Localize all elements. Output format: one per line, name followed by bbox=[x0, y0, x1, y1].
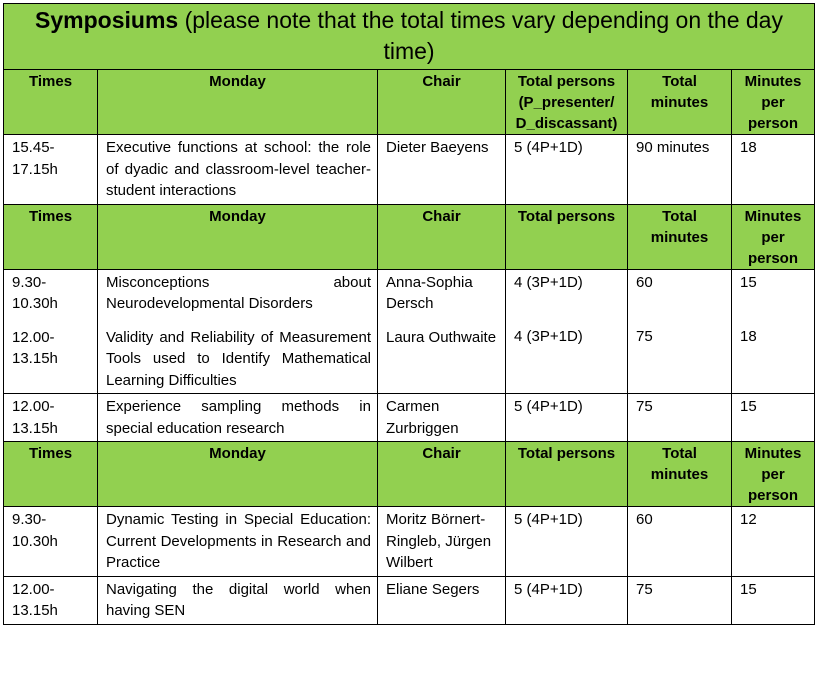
header-total-persons: Total persons (P_presenter/ D_discassant) bbox=[506, 70, 628, 135]
section-header-row bbox=[4, 70, 815, 135]
cell-per-person: 12 bbox=[732, 507, 815, 577]
cell-persons: 5 (4P+1D) bbox=[506, 576, 628, 624]
header-total-minutes: Total minutes bbox=[628, 204, 732, 269]
time-value: 9.30-10.30h bbox=[12, 273, 58, 312]
minutes-value: 75 bbox=[636, 328, 653, 345]
header-minutes-per-person: Minutes per person bbox=[732, 442, 815, 507]
title-rest: (please note that the total times vary depending on the day time) bbox=[178, 7, 783, 64]
cell-persons bbox=[506, 269, 628, 394]
symposiums-table bbox=[3, 3, 815, 625]
cell-per-person: 15 bbox=[732, 394, 815, 442]
table-row bbox=[4, 269, 815, 394]
page-title bbox=[4, 4, 815, 70]
cell-persons: 5 (4P+1D) bbox=[506, 394, 628, 442]
header-day: Monday bbox=[98, 204, 378, 269]
cell-time: 12.00-13.15h bbox=[4, 394, 98, 442]
cell-per-person: 18 bbox=[732, 135, 815, 205]
table-row bbox=[4, 394, 815, 442]
title-value: Misconceptions about Neurodevelopmental Disorders bbox=[106, 273, 371, 312]
cell-chair: Carmen Zurbriggen bbox=[378, 394, 506, 442]
section-header-row bbox=[4, 204, 815, 269]
cell-persons: 5 (4P+1D) bbox=[506, 135, 628, 205]
time-value: 12.00-13.15h bbox=[12, 328, 58, 367]
cell-minutes: 75 bbox=[628, 394, 732, 442]
cell-time: 9.30-10.30h bbox=[4, 507, 98, 577]
cell-chair: Eliane Segers bbox=[378, 576, 506, 624]
header-chair: Chair bbox=[378, 204, 506, 269]
header-total-persons: Total persons bbox=[506, 442, 628, 507]
header-total-minutes: Total minutes bbox=[628, 70, 732, 135]
title-row bbox=[4, 4, 815, 70]
cell-per-person bbox=[732, 269, 815, 394]
symposiums-document bbox=[3, 3, 814, 625]
persons-value: 4 (3P+1D) bbox=[514, 273, 583, 291]
cell-time bbox=[4, 269, 98, 394]
per-person-value: 18 bbox=[740, 328, 757, 345]
table-row bbox=[4, 135, 815, 205]
title-bold: Symposiums bbox=[35, 7, 179, 33]
header-day: Monday bbox=[98, 442, 378, 507]
cell-title: Experience sampling methods in special education research bbox=[98, 394, 378, 442]
minutes-value: 60 bbox=[636, 273, 653, 291]
persons-value: 4 (3P+1D) bbox=[514, 328, 583, 345]
cell-minutes: 75 bbox=[628, 576, 732, 624]
header-minutes-per-person: Minutes per person bbox=[732, 204, 815, 269]
table-row bbox=[4, 576, 815, 624]
header-times: Times bbox=[4, 442, 98, 507]
cell-per-person: 15 bbox=[732, 576, 815, 624]
header-day: Monday bbox=[98, 70, 378, 135]
header-times: Times bbox=[4, 70, 98, 135]
cell-persons: 5 (4P+1D) bbox=[506, 507, 628, 577]
header-minutes-per-person: Minutes per person bbox=[732, 70, 815, 135]
section-header-row bbox=[4, 442, 815, 507]
cell-title bbox=[98, 269, 378, 394]
cell-minutes bbox=[628, 269, 732, 394]
cell-chair: Dieter Baeyens bbox=[378, 135, 506, 205]
cell-title: Executive functions at school: the role of dyadic and classroom-level teacher-student interactions bbox=[98, 135, 378, 205]
table-row bbox=[4, 507, 815, 577]
per-person-value: 15 bbox=[740, 273, 757, 291]
header-chair: Chair bbox=[378, 442, 506, 507]
cell-title: Dynamic Testing in Special Education: Current Developments in Research and Practice bbox=[98, 507, 378, 577]
header-times: Times bbox=[4, 204, 98, 269]
title-value: Validity and Reliability of Measurement Tools used to Identify Mathematical Learning Difficulties bbox=[106, 328, 371, 389]
header-chair: Chair bbox=[378, 70, 506, 135]
cell-minutes: 60 bbox=[628, 507, 732, 577]
cell-time: 15.45-17.15h bbox=[4, 135, 98, 205]
cell-time: 12.00-13.15h bbox=[4, 576, 98, 624]
header-total-minutes: Total minutes bbox=[628, 442, 732, 507]
chair-value: Anna-Sophia Dersch bbox=[386, 273, 473, 312]
cell-chair bbox=[378, 269, 506, 394]
cell-title: Navigating the digital world when having SEN bbox=[98, 576, 378, 624]
cell-chair: Moritz Börnert-Ringleb, Jürgen Wilbert bbox=[378, 507, 506, 577]
chair-value: Laura Outhwaite bbox=[386, 328, 497, 346]
header-total-persons: Total persons bbox=[506, 204, 628, 269]
cell-minutes: 90 minutes bbox=[628, 135, 732, 205]
